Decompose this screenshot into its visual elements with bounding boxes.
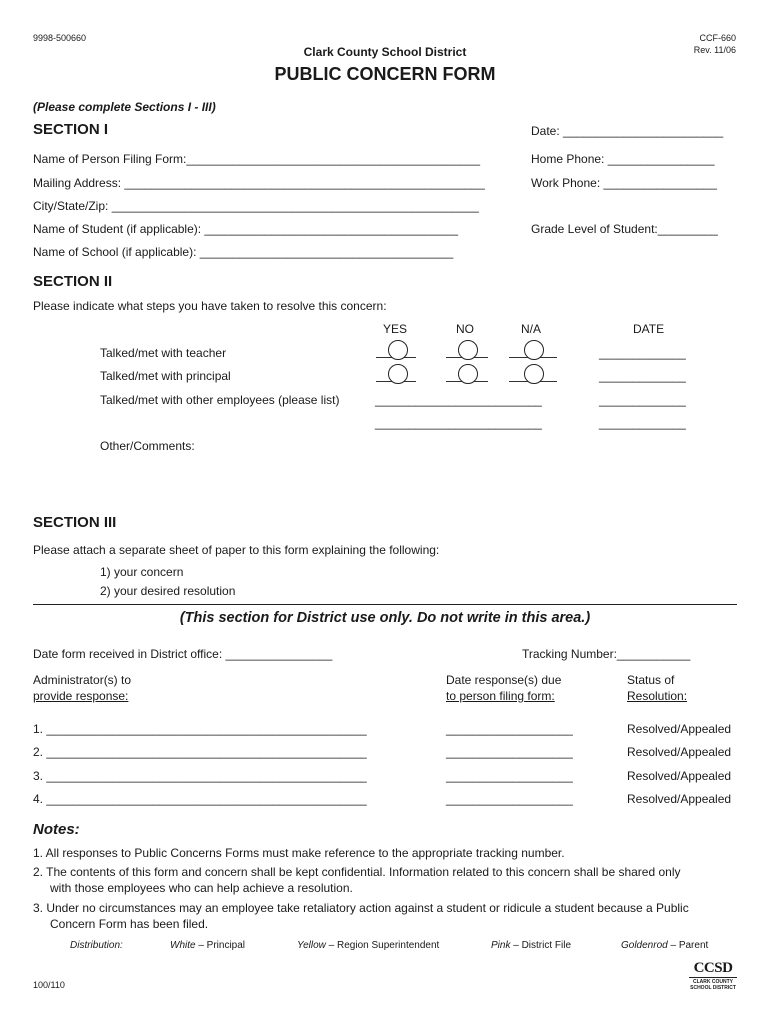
student-name-field[interactable]: Name of Student (if applicable): ______________________________________ bbox=[33, 222, 459, 236]
section-3-item: 1) your concern bbox=[100, 565, 184, 579]
distribution-goldenrod bbox=[621, 940, 708, 951]
date-response-row-1[interactable]: ___________________ bbox=[446, 722, 573, 736]
instruction: (Please complete Sections I - III) bbox=[33, 100, 216, 114]
status-row-2: Resolved/Appealed bbox=[627, 745, 732, 759]
column-na: N/A bbox=[521, 322, 542, 336]
date-received-field[interactable]: Date form received in District office: ________________ bbox=[33, 647, 333, 661]
date-field[interactable]: Date: ________________________ bbox=[531, 124, 724, 138]
logo-subtitle: SCHOOL DISTRICT bbox=[690, 985, 736, 991]
section-2-prompt: Please indicate what steps you have taken to resolve this concern: bbox=[33, 299, 387, 313]
logo-subtitle: CLARK COUNTY bbox=[693, 979, 733, 985]
footer-code: 100/110 bbox=[33, 980, 65, 990]
distribution-label: Distribution: bbox=[70, 940, 123, 951]
form-code: CCF-660 bbox=[699, 33, 736, 43]
form-revision: Rev. 11/06 bbox=[693, 45, 736, 55]
other-comments-label: Other/Comments: bbox=[100, 439, 195, 453]
employees-list-field-2[interactable]: _________________________ bbox=[375, 416, 542, 430]
status-header: Resolution: bbox=[627, 689, 688, 703]
distribution-role: – Principal bbox=[195, 940, 246, 951]
district-use-banner: (This section for District use only. Do not write in this area.) bbox=[179, 610, 591, 626]
column-date: DATE bbox=[633, 322, 665, 336]
divider bbox=[33, 604, 737, 605]
section-3-item: 2) your desired resolution bbox=[100, 584, 236, 598]
column-no: NO bbox=[456, 322, 474, 336]
na-principal-checkbox[interactable] bbox=[524, 364, 544, 384]
date-principal-field[interactable]: _____________ bbox=[599, 369, 686, 383]
distribution-pink bbox=[491, 940, 571, 951]
distribution-color: Pink bbox=[491, 940, 511, 951]
section-3-prompt: Please attach a separate sheet of paper to this form explaining the following: bbox=[33, 543, 440, 557]
date-response-row-4[interactable]: ___________________ bbox=[446, 792, 573, 806]
section-2-heading: SECTION II bbox=[33, 273, 113, 290]
note-item: 2. The contents of this form and concern shall be kept confidential. Information related to this concern shall be shared only bbox=[33, 865, 681, 879]
distribution-role: – District File bbox=[510, 940, 572, 951]
home-phone-field[interactable]: Home Phone: ________________ bbox=[531, 152, 715, 166]
school-name-field[interactable]: Name of School (if applicable): ______________________________________ bbox=[33, 245, 454, 259]
date-teacher-field[interactable]: _____________ bbox=[599, 346, 686, 360]
note-item: 1. All responses to Public Concerns Forms must make reference to the appropriate tracking number. bbox=[33, 846, 565, 860]
admin-row-4[interactable]: 4. ________________________________________________ bbox=[33, 792, 367, 806]
section-3-heading: SECTION III bbox=[33, 514, 117, 531]
note-item: 3. Under no circumstances may an employee take retaliatory action against a student or ridicule a student because a Public bbox=[33, 901, 689, 915]
tracking-number-field[interactable]: Tracking Number:___________ bbox=[522, 647, 691, 661]
work-phone-field[interactable]: Work Phone: _________________ bbox=[531, 176, 717, 190]
grade-level-field[interactable]: Grade Level of Student:_________ bbox=[531, 222, 718, 236]
district-name: Clark County School District bbox=[303, 45, 467, 59]
distribution-role: – Region Superintendent bbox=[325, 940, 440, 951]
na-teacher-checkbox[interactable] bbox=[524, 340, 544, 360]
employees-list-field-1[interactable]: _________________________ bbox=[375, 393, 542, 407]
yes-teacher-checkbox[interactable] bbox=[388, 340, 408, 360]
page-title: PUBLIC CONCERN FORM bbox=[274, 64, 496, 84]
section-1-heading: SECTION I bbox=[33, 121, 109, 138]
date-response-row-3[interactable]: ___________________ bbox=[446, 769, 573, 783]
logo-wordmark: CCSD bbox=[693, 960, 733, 976]
note-item: with those employees who can help achieve a resolution. bbox=[50, 881, 353, 895]
distribution-color: Goldenrod bbox=[621, 940, 668, 951]
status-row-1: Resolved/Appealed bbox=[627, 722, 732, 736]
distribution-yellow bbox=[297, 940, 439, 951]
admin-header: Administrator(s) to bbox=[33, 673, 132, 687]
status-row-3: Resolved/Appealed bbox=[627, 769, 732, 783]
step-other-employees-label: Talked/met with other employees (please list) bbox=[100, 393, 340, 407]
date-response-header: Date response(s) due bbox=[446, 673, 562, 687]
admin-row-3[interactable]: 3. ________________________________________________ bbox=[33, 769, 367, 783]
step-teacher-label: Talked/met with teacher bbox=[100, 346, 227, 360]
step-principal-label: Talked/met with principal bbox=[100, 369, 231, 383]
column-yes: YES bbox=[383, 322, 408, 336]
admin-row-2[interactable]: 2. ________________________________________________ bbox=[33, 745, 367, 759]
filer-name-field[interactable]: Name of Person Filing Form:____________________________________________ bbox=[33, 152, 481, 166]
note-item: Concern Form has been filed. bbox=[50, 917, 209, 931]
distribution-role: – Parent bbox=[667, 940, 709, 951]
mailing-address-field[interactable]: Mailing Address: ______________________________________________________ bbox=[33, 176, 485, 190]
ccsd-logo bbox=[689, 961, 737, 991]
no-teacher-checkbox[interactable] bbox=[458, 340, 478, 360]
date-employees-field-1[interactable]: _____________ bbox=[599, 393, 686, 407]
status-row-4: Resolved/Appealed bbox=[627, 792, 732, 806]
date-response-row-2[interactable]: ___________________ bbox=[446, 745, 573, 759]
distribution-color: Yellow bbox=[297, 940, 326, 951]
city-state-zip-field[interactable]: City/State/Zip: _______________________________________________________ bbox=[33, 199, 479, 213]
distribution-color: White bbox=[170, 940, 196, 951]
form-id: 9998-500660 bbox=[33, 33, 87, 43]
date-employees-field-2[interactable]: _____________ bbox=[599, 416, 686, 430]
no-principal-checkbox[interactable] bbox=[458, 364, 478, 384]
distribution-white bbox=[170, 940, 245, 951]
admin-row-1[interactable]: 1. ________________________________________________ bbox=[33, 722, 367, 736]
status-header: Status of bbox=[627, 673, 675, 687]
yes-principal-checkbox[interactable] bbox=[388, 364, 408, 384]
admin-header: provide response: bbox=[33, 689, 129, 703]
date-response-header: to person filing form: bbox=[446, 689, 555, 703]
notes-heading: Notes: bbox=[33, 821, 80, 838]
